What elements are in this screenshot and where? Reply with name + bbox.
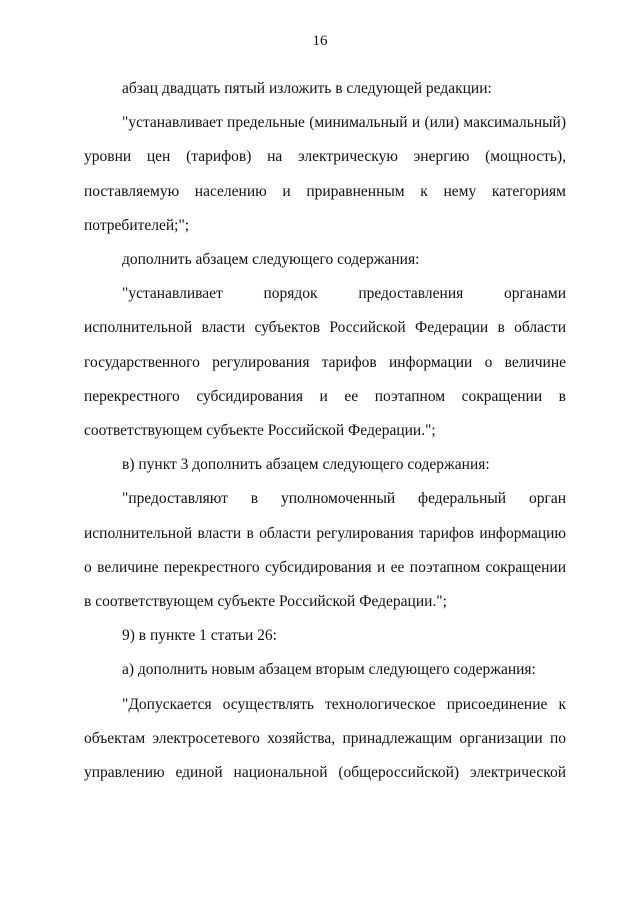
paragraph-3: дополнить абзацем следующего содержания: xyxy=(122,251,420,269)
document-body xyxy=(84,72,566,790)
paragraph-6: "предоставляют в уполномоченный федеральный орган исполнительной власти в области регулирования тарифов информацию о величине перекрестного субсидирования и ее поэтапном сокращении в соответствующем субъекте Российской Федерации."; xyxy=(84,490,566,611)
paragraph-5: в) пункт 3 дополнить абзацем следующего содержания: xyxy=(122,456,490,474)
paragraph-2: "устанавливает предельные (минимальный и (или) максимальный) уровни цен (тарифов) на электрическую энергию (мощность), поставляемую населению и приравненным к нему категориям потребителей;"; xyxy=(84,114,566,234)
paragraph-1: абзац двадцать пятый изложить в следующей редакции: xyxy=(122,80,492,97)
paragraph-8: а) дополнить новым абзацем вторым следующего содержания: xyxy=(122,661,536,679)
paragraph-4: "устанавливает порядок предоставления органами исполнительной власти субъектов Российской Федерации в области государственного регулирования тарифов информации о величине перекрестного субсидирования и ее поэтапном сокращении в соответствующем субъекте Российской Федерации."; xyxy=(84,285,566,440)
paragraph-9: "Допускается осуществлять технологическое присоединение к объектам электросетевого хозяйства, принадлежащим организации по управлению единой национальной (общероссийской) электрической xyxy=(84,695,566,782)
paragraph-7: 9) в пункте 1 статьи 26: xyxy=(122,627,277,645)
page-number: 16 xyxy=(312,33,328,49)
